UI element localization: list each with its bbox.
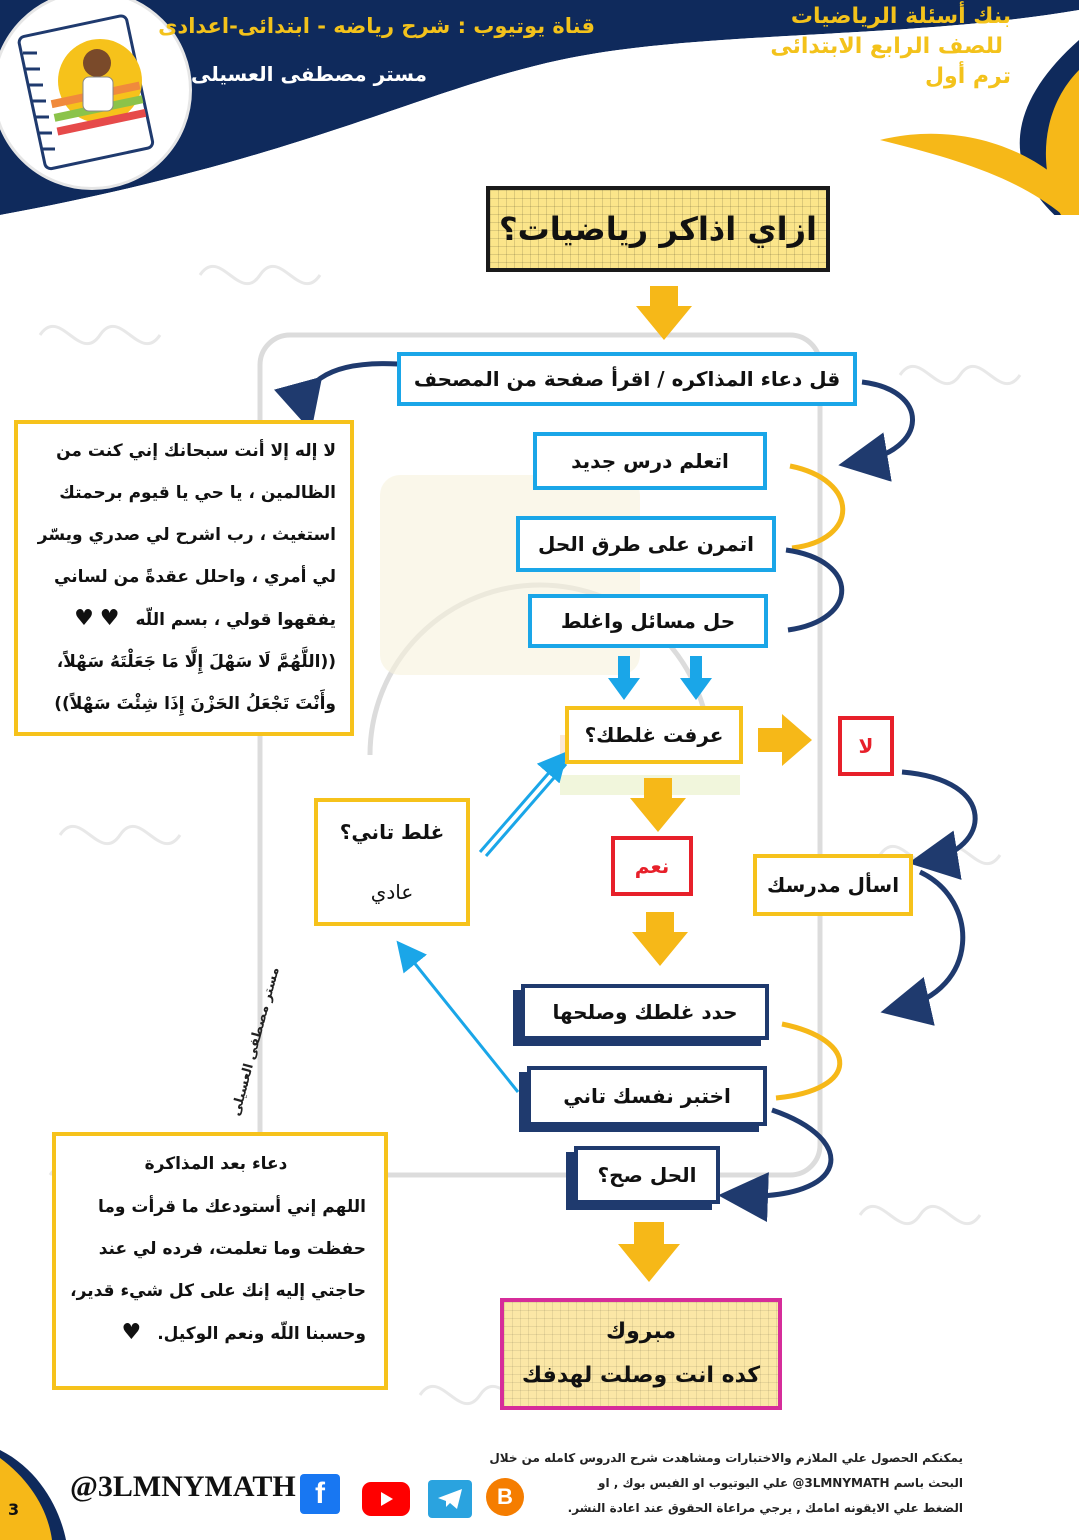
step-learn [533, 432, 767, 490]
step-fix [521, 984, 769, 1040]
heart-icon: ♥ [121, 1320, 142, 1345]
footer-handle[interactable]: @3LMNYMATH [70, 1470, 296, 1503]
question-mistake-text: عرفت غلطك؟ [584, 723, 724, 747]
step-dua [397, 352, 857, 406]
paper-plane-icon [436, 1487, 464, 1511]
step-solve [528, 594, 768, 648]
facebook-icon[interactable]: f [300, 1474, 340, 1514]
dua-before-line: ((اللَّهُمَّ لَا سَهْلَ إِلَّا مَا جَعَلْتَهُ سَهْلاً، [56, 652, 336, 672]
reached-goal-text: كده انت وصلت لهدفك [521, 1363, 761, 1388]
ask-teacher [753, 854, 913, 916]
final-goal [500, 1298, 782, 1410]
signature-text: مستر مصطفى العسيلى [228, 965, 283, 1118]
header-grade: للصف الرابع الابتدائى [770, 34, 1003, 59]
answer-no [838, 716, 894, 776]
congrats-text: مبروك [605, 1319, 677, 1344]
page-number: 3 [8, 1500, 20, 1519]
question-correct [574, 1146, 720, 1204]
footer-info-line: يمكنكم الحصول علي الملازم والاختبارات ومشاهدت شرح الدروس كامله من خلال [489, 1451, 963, 1465]
ask-teacher-text: اسأل مدرسك [766, 873, 900, 897]
heart-icon: ♥ [74, 606, 94, 631]
answer-yes-text: نعم [634, 854, 670, 878]
step-test-text: اختبر نفسك تاني [563, 1084, 731, 1108]
question-correct-text: الحل صح؟ [597, 1163, 697, 1187]
dua-after-box [52, 1132, 388, 1390]
step-learn-text: اتعلم درس جديد [571, 449, 729, 473]
flow-title-text: ازاي اذاكر رياضيات؟ [499, 210, 818, 248]
play-icon [377, 1490, 395, 1508]
header-bank-title: بنك أسئلة الرياضيات [790, 4, 1011, 29]
footer-info-line: الضغط علي الايقونه امامك , يرجي مراعاة الحقوق عند اعادة النشر. [567, 1501, 963, 1515]
youtube-icon[interactable] [362, 1482, 410, 1516]
header-teacher: مستر مصطفى العسيلى [190, 62, 427, 86]
telegram-icon[interactable] [428, 1480, 472, 1518]
answer-no-text: لا [858, 734, 874, 758]
step-test [527, 1066, 767, 1126]
heart-icon: ♥ [99, 606, 120, 631]
step-solve-text: حل مسائل واغلط [560, 609, 736, 633]
step-practice-text: اتمرن على طرق الحل [537, 532, 755, 556]
footer-corner [0, 1450, 80, 1540]
footer-info [489, 1446, 963, 1521]
footer-info-line: البحث باسم 3LMNYMATH@ علي اليوتيوب او الفيس بوك , او [597, 1476, 963, 1490]
normal-text: عادي [370, 880, 414, 904]
header-channel: قناة يوتيوب : شرح رياضه - ابتدائى-اعدادى [158, 14, 595, 38]
dua-after-line-last [66, 1312, 366, 1355]
step-practice [516, 516, 776, 572]
dua-before-line-bismillah [26, 598, 336, 641]
dua-before-line: لا إله إلا أنت سبحانك إني كنت من [56, 441, 336, 461]
answer-yes [611, 836, 693, 896]
dua-after-line: حفظت وما تعلمت، فرده لي عند [98, 1239, 366, 1259]
dua-before-line: استغيث ، رب اشرح لي صدري ويسّر [37, 525, 336, 545]
dua-after-line: وحسبنا اللّه ونعم الوكيل. [157, 1324, 366, 1344]
dua-after-title: دعاء بعد المذاكرة [144, 1154, 288, 1174]
dua-before-line: لي أمري ، واحلل عقدةً من لساني [54, 567, 336, 587]
mistake-again-box [314, 798, 470, 926]
question-mistake [565, 706, 743, 764]
dua-before-line: يفقهوا قولي ، بسم اللّه [135, 610, 336, 630]
step-fix-text: حدد غلطك وصلحها [552, 1000, 738, 1024]
header-term: ترم أول [924, 64, 1011, 89]
dua-before-line: الظالمين ، يا حي يا قيوم برحمتك [59, 483, 336, 503]
dua-before-box [14, 420, 354, 736]
dua-after-line: حاجتي إليه إنك على كل شيء قدير، [70, 1281, 366, 1301]
mistake-again-text: غلط تاني؟ [339, 820, 445, 844]
step-dua-text: قل دعاء المذاكره / اقرأ صفحة من المصحف [413, 367, 841, 391]
dua-after-line: اللهم إني أستودعك ما قرأت وما [97, 1197, 366, 1217]
blogger-icon[interactable]: B [486, 1478, 524, 1516]
dua-before-line: وأَنْتَ تَجْعَلُ الحَزْنَ إِذَا شِئْتَ سَهْلاً)) [54, 694, 336, 714]
